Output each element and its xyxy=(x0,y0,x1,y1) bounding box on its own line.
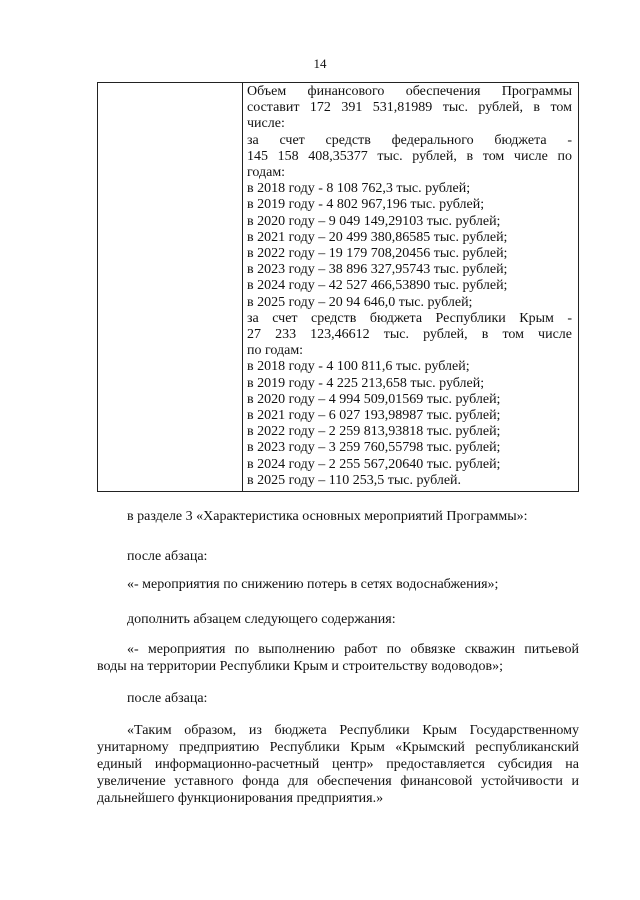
table-right-cell xyxy=(243,83,578,491)
table-text-line: по годам: xyxy=(247,343,304,359)
after-paragraph-label-1: после абзаца: xyxy=(127,549,208,564)
table-text-line: в 2025 году – 20 94 646,0 тыс. рублей; xyxy=(247,294,473,310)
after-paragraph-label-2: после абзаца: xyxy=(127,691,208,706)
table-text-line: в 2023 году – 3 259 760,55798 тыс. рублей; xyxy=(247,440,501,456)
table-text-line: в 2019 году - 4 225 213,658 тыс. рублей; xyxy=(247,375,485,391)
table-text-line: в 2022 году – 2 259 813,93818 тыс. рублей; xyxy=(247,424,501,440)
quoted-item-2-line: воды на территории Республики Крым и строительству водоводов»; xyxy=(97,659,504,674)
table-text-line: в 2025 году – 110 253,5 тыс. рублей. xyxy=(247,472,462,488)
quoted-item-3 xyxy=(97,722,579,807)
financing-table xyxy=(97,82,579,492)
table-text-line: в 2020 году – 4 994 509,01569 тыс. рублей; xyxy=(247,391,501,407)
table-text-line: Объем финансового обеспечения Программы xyxy=(247,84,572,99)
table-text-line: в 2020 году – 9 049 149,29103 тыс. рублей; xyxy=(247,213,501,229)
table-text-line: в 2021 году – 20 499 380,86585 тыс. рублей; xyxy=(247,229,508,245)
page-number: 14 xyxy=(313,56,327,71)
table-text-line: в 2023 году – 38 896 327,95743 тыс. рублей; xyxy=(247,262,508,278)
section-reference: в разделе 3 «Характеристика основных мероприятий Программы»: xyxy=(127,509,528,524)
table-text-line: в 2021 году – 6 027 193,98987 тыс. рублей; xyxy=(247,408,501,424)
table-left-cell xyxy=(98,83,243,491)
table-text-line: составит 172 391 531,81989 тыс. рублей, в том xyxy=(247,100,572,116)
quoted-item-3-line: единый информационно-расчетный центр» предоставляется субсидия на xyxy=(97,757,579,772)
table-text-line: в 2018 году - 4 100 811,6 тыс. рублей; xyxy=(247,359,470,375)
table-text-line: годам: xyxy=(247,165,286,181)
quoted-item-3-line: «Таким образом, из бюджета Республики Крым Государственному xyxy=(127,723,579,738)
table-text-line: за счет средств бюджета Республики Крым - xyxy=(247,310,572,326)
table-text-line: 145 158 408,35377 тыс. рублей, в том числе по xyxy=(247,148,572,164)
table-text-line: за счет средств федерального бюджета - xyxy=(247,132,572,148)
table-text-line: в 2019 году - 4 802 967,196 тыс. рублей; xyxy=(247,197,485,213)
quoted-item-2-line: «- мероприятия по выполнению работ по обвязке скважин питьевой xyxy=(127,642,579,657)
supplement-label: дополнить абзацем следующего содержания: xyxy=(127,612,396,627)
quoted-item-3-line: дальнейшего функционирования предприятия.» xyxy=(97,791,384,806)
table-text-line: в 2024 году – 42 527 466,53890 тыс. рублей; xyxy=(247,278,508,294)
quoted-item-1: «- мероприятия по снижению потерь в сетях водоснабжения»; xyxy=(127,577,499,592)
table-text-line: числе: xyxy=(247,116,285,132)
table-text-line: 27 233 123,46612 тыс. рублей, в том числе xyxy=(247,327,572,343)
quoted-item-2 xyxy=(97,641,579,675)
table-text-line: в 2022 году – 19 179 708,20456 тыс. рублей; xyxy=(247,246,508,262)
quoted-item-3-line: увеличение уставного фонда для обеспечения финансовой устойчивости и xyxy=(97,774,579,789)
table-text-line: в 2018 году - 8 108 762,3 тыс. рублей; xyxy=(247,181,471,197)
quoted-item-3-line: унитарному предприятию Республики Крым «Крымский республиканский xyxy=(97,740,579,755)
table-text-line: в 2024 году – 2 255 567,20640 тыс. рублей; xyxy=(247,456,501,472)
